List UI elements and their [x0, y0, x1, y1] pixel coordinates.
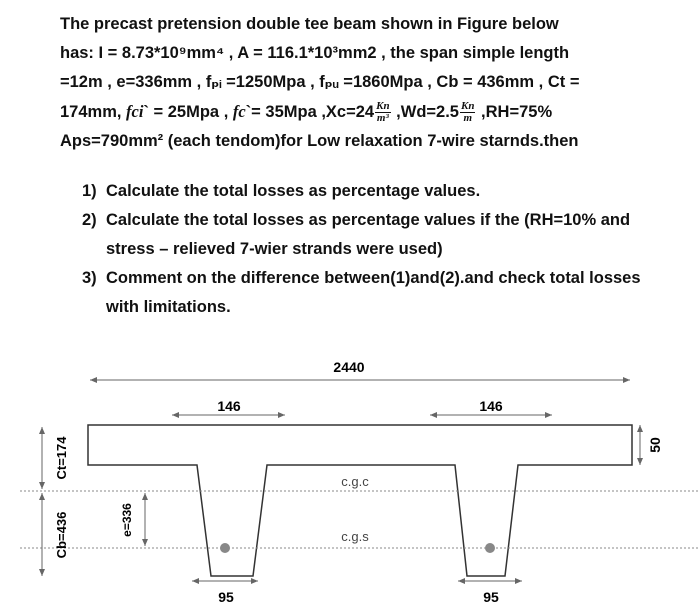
fc-symbol: fc	[232, 102, 246, 121]
cgs-label: c.g.s	[341, 529, 369, 544]
problem-line-4a: 174mm,	[60, 103, 127, 121]
flange-thickness-label: 50	[647, 437, 663, 453]
right-bottom-width-label: 95	[483, 589, 499, 605]
fraction-numerator: Kn	[376, 100, 390, 113]
fraction-numerator: Kn	[460, 100, 475, 113]
problem-line-4e: ,RH=75%	[476, 103, 553, 121]
fraction-denominator: m	[463, 112, 472, 125]
cgc-label: c.g.c	[341, 474, 369, 489]
fci-symbol: fci	[126, 102, 144, 121]
problem-line-4b: ` = 25Mpa ,	[143, 103, 233, 121]
fraction-denominator: m³	[376, 112, 389, 125]
question-text: Calculate the total losses as percentage values if the (RH=10% and stress – relieved 7-wier strands were used)	[106, 211, 631, 258]
problem-line-1: The precast pretension double tee beam shown in Figure below	[60, 15, 559, 33]
problem-line-4c: `= 35Mpa ,Xc=24	[245, 103, 375, 121]
right-top-width-label: 146	[479, 398, 503, 414]
double-tee-diagram	[0, 340, 700, 611]
question-item	[82, 206, 672, 264]
question-text: Comment on the difference between(1)and(2).and check total losses with limitations.	[106, 269, 641, 316]
problem-statement	[60, 10, 680, 156]
question-number: 1)	[82, 182, 97, 200]
tendon-right	[485, 543, 495, 553]
cb-label: Cb=436	[54, 511, 69, 559]
question-number: 2)	[82, 211, 97, 229]
beam-cross-section	[88, 425, 632, 576]
fraction-xc-unit	[375, 101, 390, 124]
left-top-width-label: 146	[217, 398, 241, 414]
question-number: 3)	[82, 269, 97, 287]
left-bottom-width-label: 95	[218, 589, 234, 605]
ct-label: Ct=174	[54, 436, 69, 480]
tendon-left	[220, 543, 230, 553]
eccentricity-label: e=336	[120, 503, 134, 537]
fraction-wd-unit	[460, 101, 475, 124]
question-item	[82, 177, 672, 206]
problem-line-4	[60, 97, 680, 127]
problem-line-4d: ,Wd=2.5	[391, 103, 459, 121]
question-text: Calculate the total losses as percentage values.	[106, 182, 481, 200]
question-item	[82, 264, 672, 322]
problem-line-2: has: I = 8.73*10⁹mm⁴ , A = 116.1*10³mm2 , the span simple length	[60, 44, 570, 62]
problem-line-5: Aps=790mm² (each tendom)for Low relaxation 7-wire starnds.then	[60, 132, 579, 150]
question-list	[82, 177, 672, 322]
problem-line-3: =12m , e=336mm , fₚᵢ =1250Mpa , fₚᵤ =1860Mpa , Cb = 436mm , Ct =	[60, 73, 580, 91]
overall-width-label: 2440	[333, 359, 365, 375]
